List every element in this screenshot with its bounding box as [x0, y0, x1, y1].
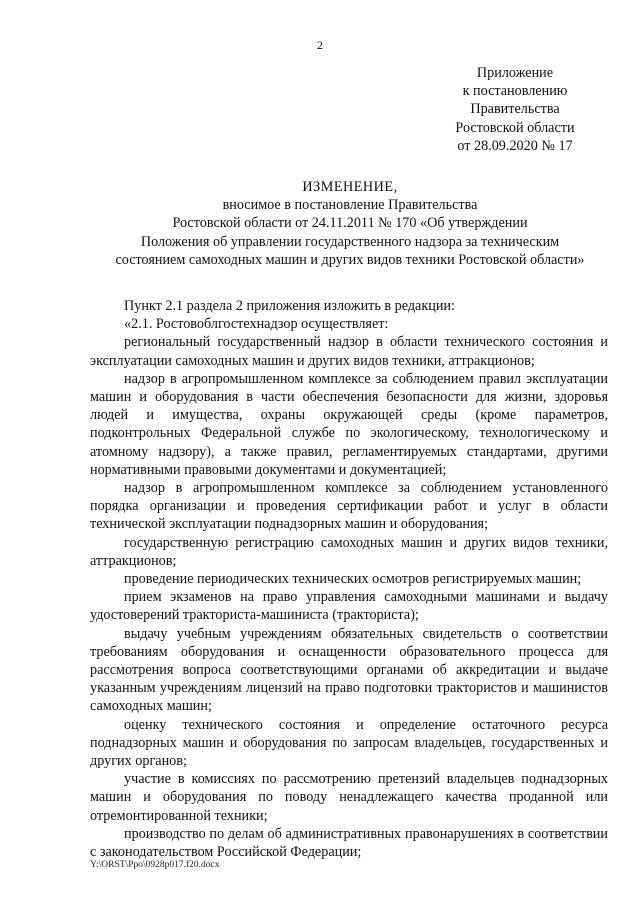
appendix-line: Правительства [470, 101, 560, 118]
paragraph: государственную регистрацию самоходных машин и других видов техники, аттракционов; [90, 534, 608, 569]
paragraph: участие в комиссиях по рассмотрению претензий владельцев поднадзорных машин и оборудования по поводу ненадлежащего качества проданной или отремонтированной техники; [90, 771, 608, 824]
page-number: 2 [317, 38, 323, 52]
paragraph: надзор в агропромышленном комплексе за соблюдением установленного порядка организации и проведения сертификации работ и услуг в области технической эксплуатации поднадзорных машин и оборудования; [90, 480, 608, 533]
heading-line: вносимое в постановление Правительства [222, 197, 478, 214]
appendix-line: Приложение [476, 65, 554, 81]
paragraph: прием экзаменов на право управления самоходными машинами и выдачу удостоверений тракториста-машиниста (тракториста); [90, 589, 608, 624]
file-path-footer: Y:\ORST\Ppo\0928p017.f20.docx [90, 860, 220, 870]
heading-line: Положения об управлении государственного надзора за техническим [140, 233, 560, 250]
paragraph: проведение периодических технических осмотров регистрируемых машин; [124, 571, 582, 588]
document-body [90, 297, 608, 861]
appendix-line: от 28.09.2020 № 17 [457, 137, 573, 154]
paragraph: Пункт 2.1 раздела 2 приложения изложить в редакции: [124, 298, 455, 314]
appendix-line: Ростовской области [455, 119, 575, 136]
appendix-line: к постановлению [462, 83, 568, 100]
appendix-block [430, 64, 600, 155]
heading-line: Ростовской области от 24.11.2011 № 170 «Об утверждении [172, 215, 528, 232]
heading-line: состоянием самоходных машин и других видов техники Ростовской области» [115, 251, 585, 268]
document-heading [70, 178, 630, 269]
paragraph: «2.1. Ростовоблгостехнадзор осуществляет: [124, 316, 389, 333]
heading-title: ИЗМЕНЕНИЕ, [302, 179, 398, 195]
paragraph: производство по делам об административных правонарушениях в соответствии с законодательством Российской Федерации; [90, 825, 608, 861]
paragraph: оценку технического состояния и определение остаточного ресурса поднадзорных машин и оборудования по запросам владельцев, государственных и других органов; [90, 716, 608, 770]
paragraph: выдачу учебным учреждениям обязательных свидетельств о соответствии требованиям оборудования и оснащенности образовательного процесса для рассмотрения вопроса соответствующими органами об аккредитации и выдаче указанным учреждениям лицензий на право подготовки трактористов и машинистов самоходных машин; [90, 625, 608, 715]
paragraph: региональный государственный надзор в области технического состояния и эксплуатации самоходных машин и других видов техники, аттракционов; [90, 334, 608, 369]
paragraph: надзор в агропромышленном комплексе за соблюдением правил эксплуатации машин и оборудования в части обеспечения безопасности для жизни, здоровья людей и имущества, охраны окружающей среды (кроме параметров, подконтрольных Федеральной службе по экологическому, технологическому и атомному надзору), а также правил, регламентируемых стандартами, другими нормативными правовыми документами и документацией; [90, 370, 608, 478]
